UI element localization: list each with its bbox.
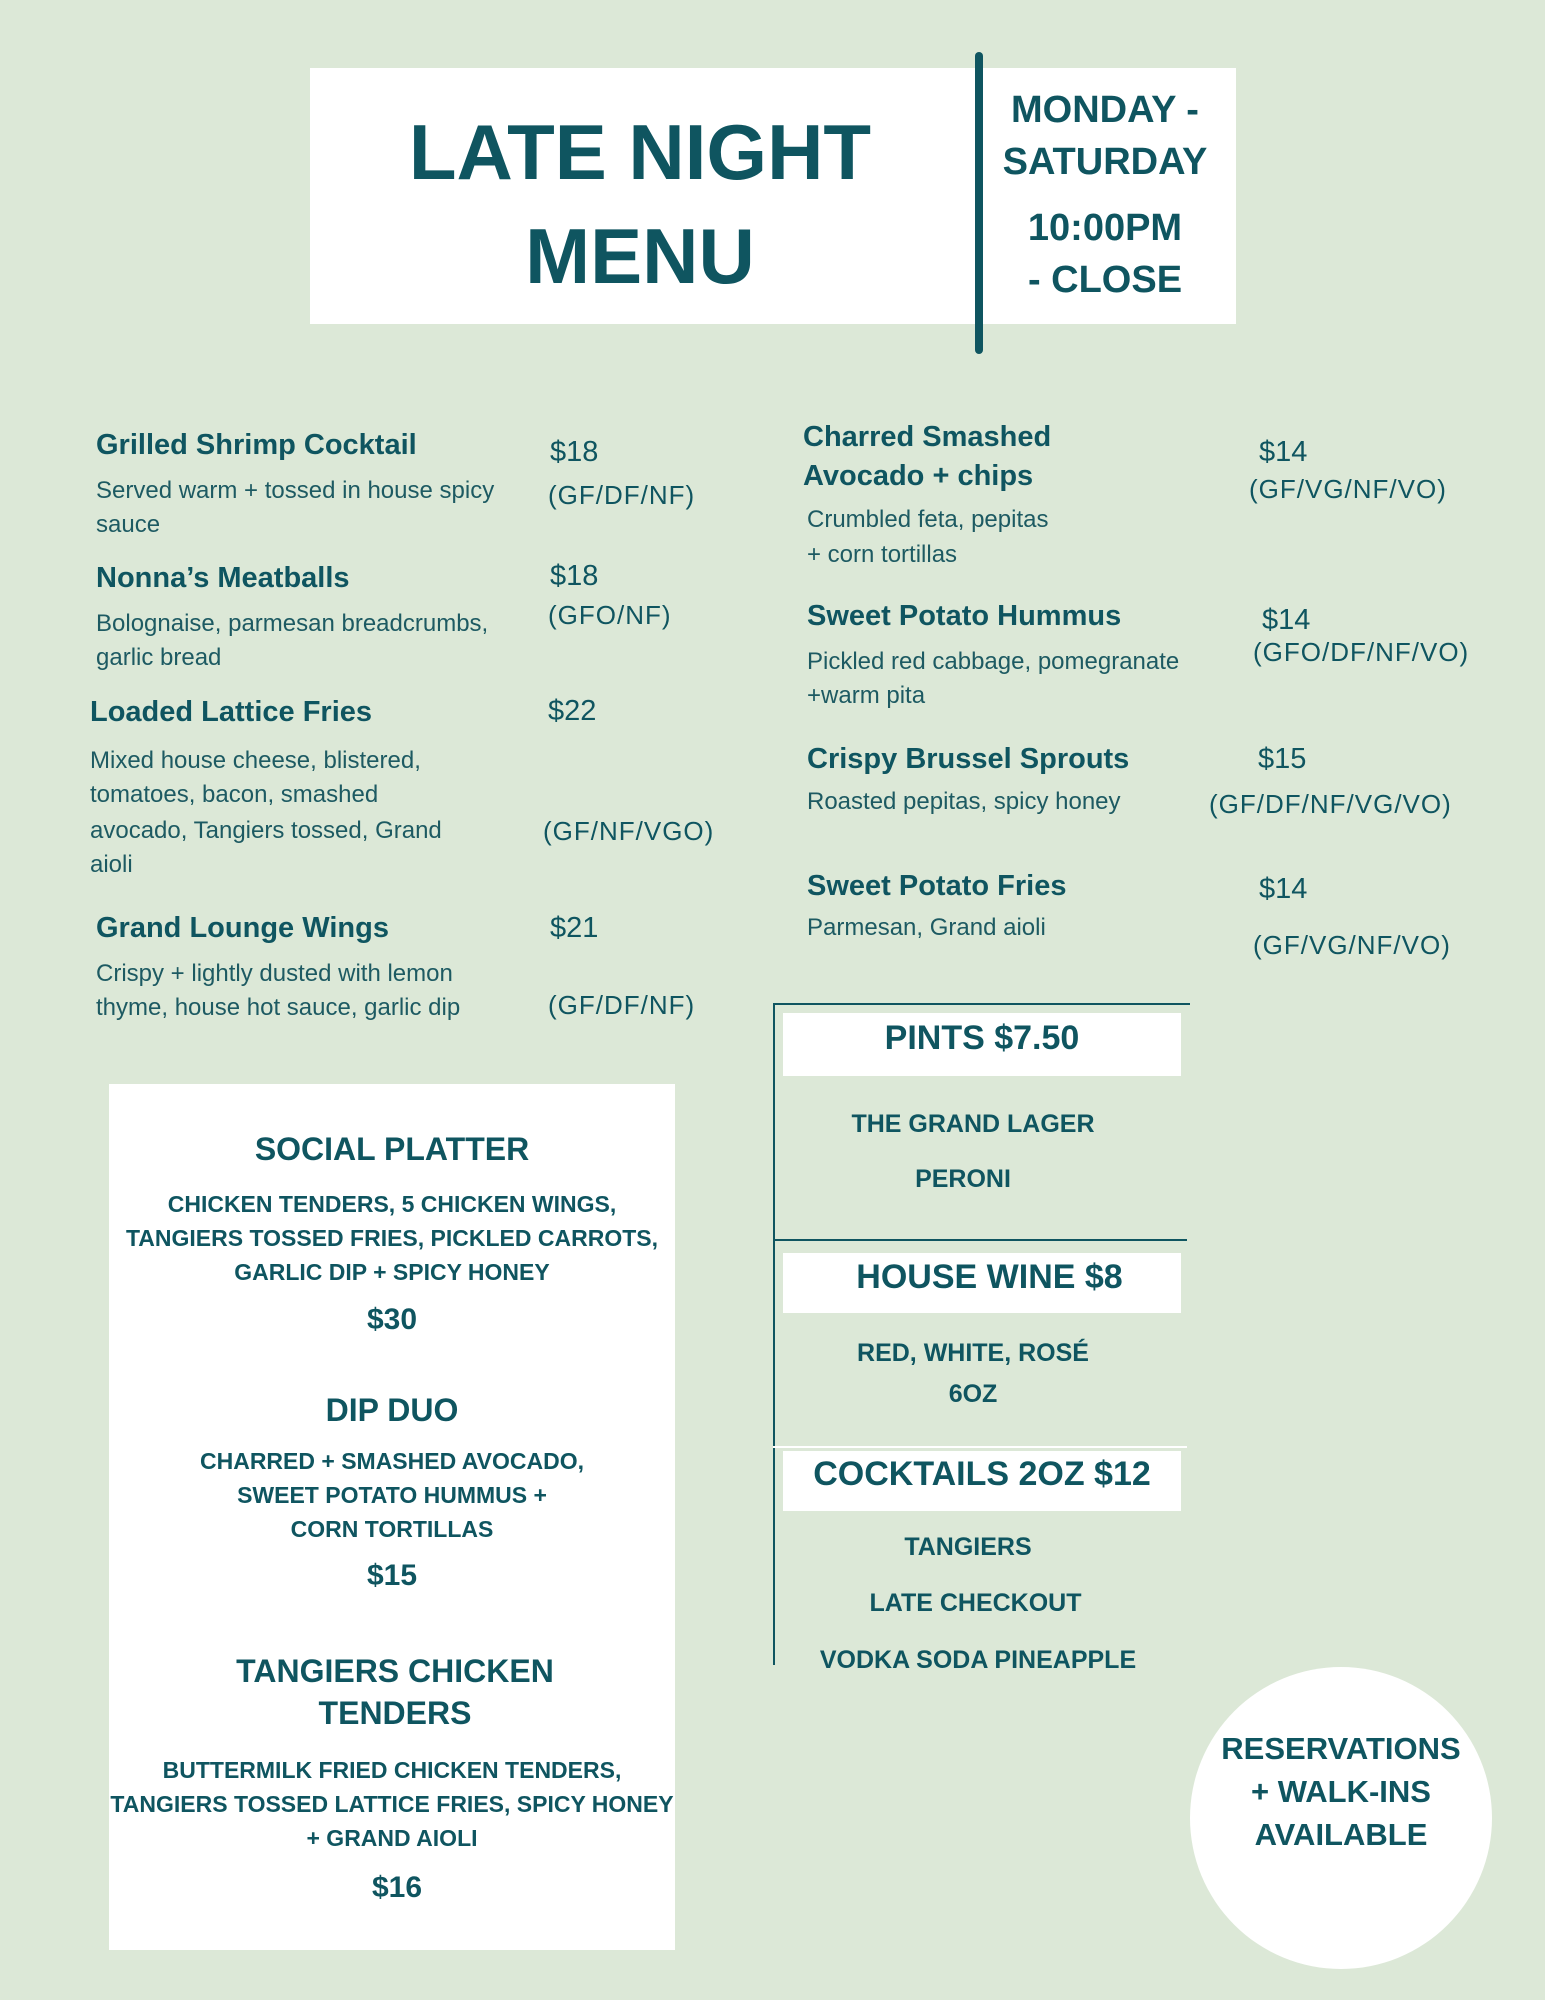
item-description: avocado, Tangiers tossed, Grand [90,817,442,844]
item-description: Bolognaise, parmesan breadcrumbs, [96,610,489,637]
item-price: $18 [550,436,599,468]
days-line-1: MONDAY - [1011,89,1199,131]
platter-description: TANGIERS TOSSED LATTICE FRIES, SPICY HONEY [110,1791,674,1817]
drink-item: RED, WHITE, ROSÉ [857,1339,1089,1367]
item-description: Parmesan, Grand aioli [807,914,1046,941]
item-name: Grand Lounge Wings [96,912,389,944]
item-description: Pickled red cabbage, pomegranate [807,648,1180,675]
drink-item: LATE CHECKOUT [869,1589,1082,1617]
item-price: $21 [550,912,599,944]
item-dietary-tags: (GF/DF/NF) [548,990,696,1020]
title-line-2: MENU [525,212,755,300]
item-description: +warm pita [807,682,926,709]
platter-description: CORN TORTILLAS [290,1516,494,1542]
item-description: Crumbled feta, pepitas [807,506,1049,533]
item-price: $18 [550,560,599,592]
platter-title: DIP DUO [325,1392,459,1428]
item-description: Crispy + lightly dusted with lemon [96,960,453,987]
drink-item: PERONI [915,1165,1011,1193]
item-description: Mixed house cheese, blistered, [90,747,421,774]
item-name: Grilled Shrimp Cocktail [96,429,417,461]
platter-description: CHARRED + SMASHED AVOCADO, [199,1448,584,1474]
platter-title: TENDERS [318,1695,472,1731]
drink-item: THE GRAND LAGER [851,1110,1095,1138]
drinks-divider-vertical [773,1003,775,1665]
platter-price: $30 [366,1303,418,1336]
item-price: $15 [1258,743,1307,775]
item-dietary-tags: (GF/DF/NF) [548,480,696,510]
item-name: Charred Smashed [803,421,1052,453]
header-divider [975,52,983,354]
reservations-text [1190,1727,1492,1856]
drinks-divider [773,1003,1190,1005]
reservations-line: + WALK-INS [1251,1774,1431,1809]
item-name: Nonna’s Meatballs [96,562,350,594]
item-description: aioli [90,851,133,878]
item-description: + corn tortillas [807,541,958,568]
item-dietary-tags: (GF/DF/NF/VG/VO) [1209,789,1452,819]
platter-description: GARLIC DIP + SPICY HONEY [234,1259,550,1285]
drink-item: TANGIERS [904,1533,1032,1561]
item-description: tomatoes, bacon, smashed [90,781,379,808]
platter-title: TANGIERS CHICKEN [236,1653,554,1689]
item-dietary-tags: (GFO/DF/NF/VO) [1253,637,1470,667]
page-title [330,100,950,308]
platter-title: SOCIAL PLATTER [254,1131,530,1167]
item-description: Roasted pepitas, spicy honey [807,788,1121,815]
item-price: $14 [1262,604,1311,636]
item-dietary-tags: (GF/VG/NF/VO) [1249,474,1447,504]
item-price: $14 [1259,873,1308,905]
platter-description: TANGIERS TOSSED FRIES, PICKLED CARROTS, [125,1225,659,1251]
item-name: Loaded Lattice Fries [90,696,373,728]
time-line-2: - CLOSE [1027,259,1183,301]
item-name: Avocado + chips [803,460,1034,492]
platter-description: BUTTERMILK FRIED CHICKEN TENDERS, [162,1757,622,1783]
pints-heading: PINTS $7.50 [884,1019,1080,1057]
drink-item: VODKA SODA PINEAPPLE [819,1646,1137,1674]
platter-description: SWEET POTATO HUMMUS + [237,1482,547,1508]
item-name: Crispy Brussel Sprouts [807,743,1130,775]
item-description: sauce [96,511,161,538]
wine-heading: HOUSE WINE $8 [856,1258,1123,1296]
item-name: Sweet Potato Hummus [807,600,1122,632]
drinks-divider [773,1446,1187,1448]
time-line-1: 10:00PM [1027,207,1183,249]
item-description: Served warm + tossed in house spicy [96,477,495,504]
platter-price: $16 [371,1871,423,1904]
drinks-divider [773,1239,1187,1241]
item-dietary-tags: (GF/NF/VGO) [543,816,715,846]
platter-price: $15 [366,1559,418,1592]
title-line-1: LATE NIGHT [408,108,872,196]
item-name: Sweet Potato Fries [807,870,1067,902]
item-description: thyme, house hot sauce, garlic dip [96,994,461,1021]
platter-description: + GRAND AIOLI [306,1825,478,1851]
cocktails-heading: COCKTAILS 2OZ $12 [813,1455,1151,1493]
item-dietary-tags: (GFO/NF) [548,600,672,630]
item-price: $22 [548,695,597,727]
reservations-line: AVAILABLE [1254,1817,1428,1852]
platter-description: CHICKEN TENDERS, 5 CHICKEN WINGS, [167,1191,617,1217]
item-description: garlic bread [96,644,222,671]
drink-item: 6OZ [948,1380,998,1408]
item-dietary-tags: (GF/VG/NF/VO) [1253,930,1451,960]
item-price: $14 [1259,436,1308,468]
reservations-line: RESERVATIONS [1221,1731,1461,1766]
days-line-2: SATURDAY [1002,141,1208,183]
